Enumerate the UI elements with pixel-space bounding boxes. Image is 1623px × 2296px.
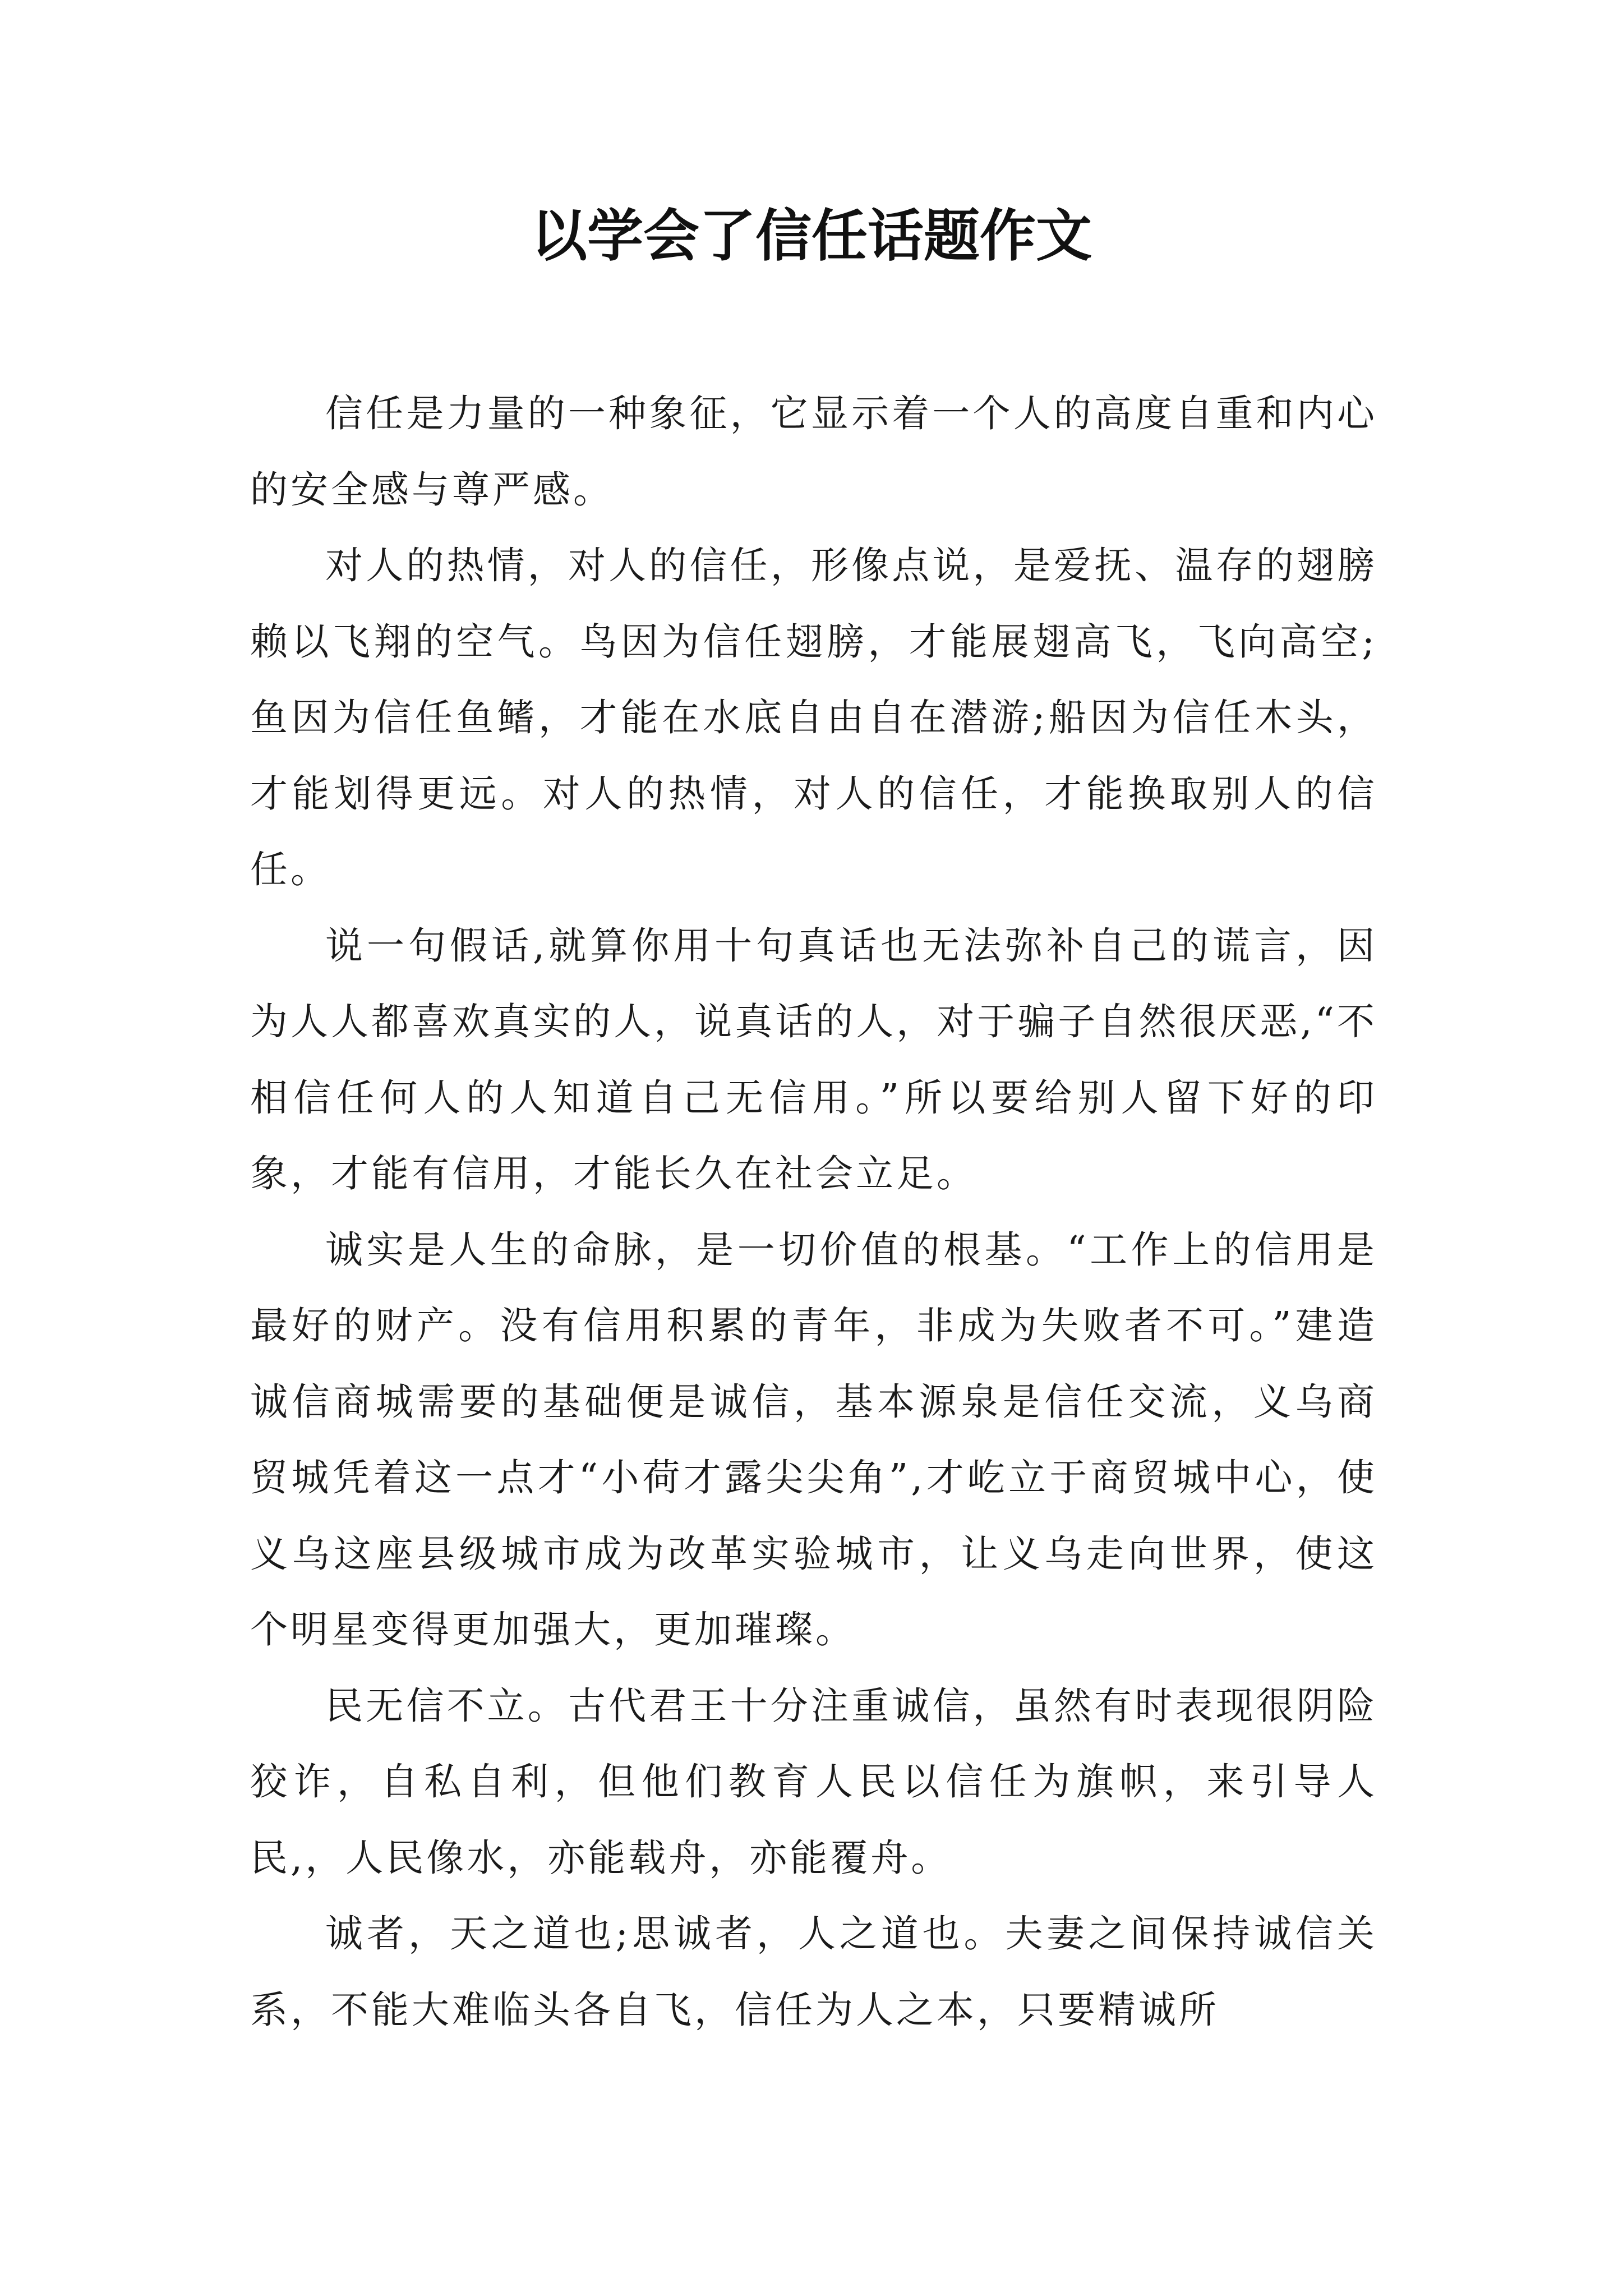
document-body: [250, 376, 1377, 2048]
paragraph: 对人的热情，对人的信任，形像点说，是爱抚、温存的翅膀赖以飞翔的空气。鸟因为信任翅膀，才能展翅高飞，飞向高空;鱼因为信任鱼鳍，才能在水底自由自在潜游;船因为信任木头，才能划得更远。对人的热情，对人的信任，才能换取别人的信任。: [250, 544, 1377, 891]
paragraph: 诚者，天之道也;思诚者，人之道也。夫妻之间保持诚信关系，不能大难临头各自飞，信任为人之本，只要精诚所: [250, 1912, 1377, 2032]
paragraph: 说一句假话,就算你用十句真话也无法弥补自己的谎言，因为人人都喜欢真实的人，说真话的人，对于骗子自然很厌恶,“不相信任何人的人知道自己无信用。”所以要给别人留下好的印象，才能有信用，才能长久在社会立足。: [250, 923, 1377, 1195]
paragraph: 信任是力量的一种象征，它显示着一个人的高度自重和内心的安全感与尊严感。: [250, 392, 1377, 512]
document-title: 以学会了信任话题作文: [531, 203, 1092, 269]
paragraph: 诚实是人生的命脉，是一切价值的根基。“工作上的信用是最好的财产。没有信用积累的青年，非成为失败者不可。”建造诚信商城需要的基础便是诚信，基本源泉是信任交流，义乌商贸城凭着这一点才“小荷才露尖尖角”,才屹立于商贸城中心，使义乌这座县级城市成为改革实验城市，让义乌走向世界，使这个明星变得更加强大，更加璀璨。: [250, 1227, 1377, 1651]
paragraph: 民无信不立。古代君王十分注重诚信，虽然有时表现很阴险狡诈，自私自利，但他们教育人民以信任为旗帜，来引导人民,，人民像水，亦能载舟，亦能覆舟。: [250, 1683, 1377, 1880]
